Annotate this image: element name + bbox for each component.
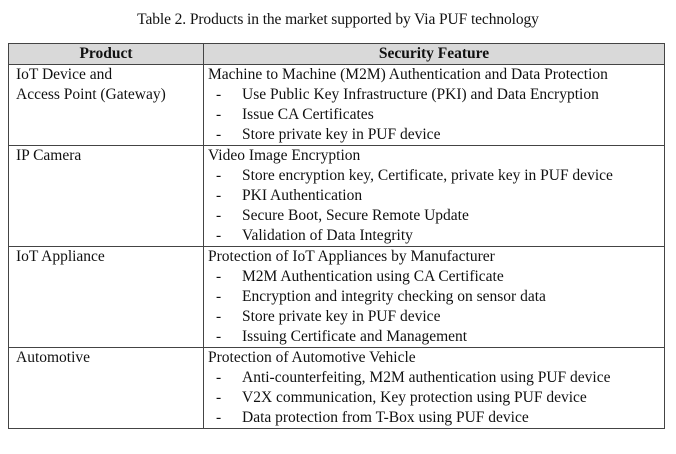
bullet-dash: - [216, 389, 222, 406]
feature-bullet [208, 105, 664, 125]
feature-bullet-list [208, 85, 664, 145]
feature-bullet [208, 388, 664, 408]
bullet-dash: - [216, 369, 222, 386]
feature-bullet [208, 368, 664, 388]
feature-bullet [208, 85, 664, 105]
feature-bullet [208, 206, 664, 226]
security-feature-cell [204, 348, 665, 429]
feature-heading: Protection of IoT Appliances by Manufacturer [208, 248, 495, 265]
feature-bullet [208, 307, 664, 327]
security-feature-cell [204, 146, 665, 247]
feature-bullet-list [208, 166, 664, 246]
product-name-line: Automotive [16, 349, 91, 366]
feature-heading: Machine to Machine (M2M) Authentication and Data Protection [208, 66, 608, 83]
bullet-dash: - [216, 106, 222, 123]
bullet-text: Encryption and integrity checking on sensor data [242, 288, 546, 305]
header-security-feature: Security Feature [204, 44, 665, 65]
bullet-text: Use Public Key Infrastructure (PKI) and Data Encryption [242, 86, 599, 103]
feature-bullet [208, 186, 664, 206]
product-cell [9, 146, 204, 247]
bullet-text: Validation of Data Integrity [242, 227, 413, 244]
feature-bullet-list [208, 267, 664, 347]
bullet-dash: - [216, 328, 222, 345]
bullet-text: Store private key in PUF device [242, 308, 441, 325]
product-cell [9, 247, 204, 348]
bullet-text: Store private key in PUF device [242, 126, 441, 143]
bullet-dash: - [216, 167, 222, 184]
bullet-text: M2M Authentication using CA Certificate [242, 268, 504, 285]
bullet-text: Store encryption key, Certificate, private key in PUF device [242, 167, 613, 184]
bullet-dash: - [216, 227, 222, 244]
product-name-line: Access Point (Gateway) [16, 86, 166, 103]
bullet-text: V2X communication, Key protection using PUF device [242, 389, 587, 406]
bullet-dash: - [216, 207, 222, 224]
feature-heading: Protection of Automotive Vehicle [208, 349, 416, 366]
bullet-dash: - [216, 308, 222, 325]
bullet-text: PKI Authentication [242, 187, 363, 204]
bullet-text: Data protection from T-Box using PUF device [242, 409, 529, 426]
products-table [8, 43, 665, 429]
product-cell [9, 65, 204, 146]
feature-bullet [208, 166, 664, 186]
product-name-line: IoT Device and [16, 66, 113, 83]
product-cell [9, 348, 204, 429]
table-header-row [9, 44, 665, 65]
bullet-text: Secure Boot, Secure Remote Update [242, 207, 469, 224]
header-product: Product [9, 44, 204, 65]
feature-bullet [208, 125, 664, 145]
security-feature-cell [204, 65, 665, 146]
table-row [9, 247, 665, 348]
bullet-text: Issuing Certificate and Management [242, 328, 468, 345]
bullet-dash: - [216, 288, 222, 305]
bullet-text: Anti-counterfeiting, M2M authentication using PUF device [242, 369, 611, 386]
bullet-dash: - [216, 409, 222, 426]
feature-bullet [208, 327, 664, 347]
bullet-dash: - [216, 187, 222, 204]
table-row [9, 146, 665, 247]
feature-bullet [208, 287, 664, 307]
product-name-line: IoT Appliance [16, 248, 105, 265]
table-caption: Table 2. Products in the market supported by Via PUF technology [137, 11, 539, 28]
bullet-dash: - [216, 126, 222, 143]
product-name-line: IP Camera [16, 147, 82, 164]
security-feature-cell [204, 247, 665, 348]
feature-bullet [208, 226, 664, 246]
table-row [9, 348, 665, 429]
bullet-text: Issue CA Certificates [242, 106, 374, 123]
feature-bullet [208, 267, 664, 287]
feature-bullet [208, 408, 664, 428]
bullet-dash: - [216, 268, 222, 285]
feature-heading: Video Image Encryption [208, 147, 361, 164]
bullet-dash: - [216, 86, 222, 103]
table-row [9, 65, 665, 146]
feature-bullet-list [208, 368, 664, 428]
